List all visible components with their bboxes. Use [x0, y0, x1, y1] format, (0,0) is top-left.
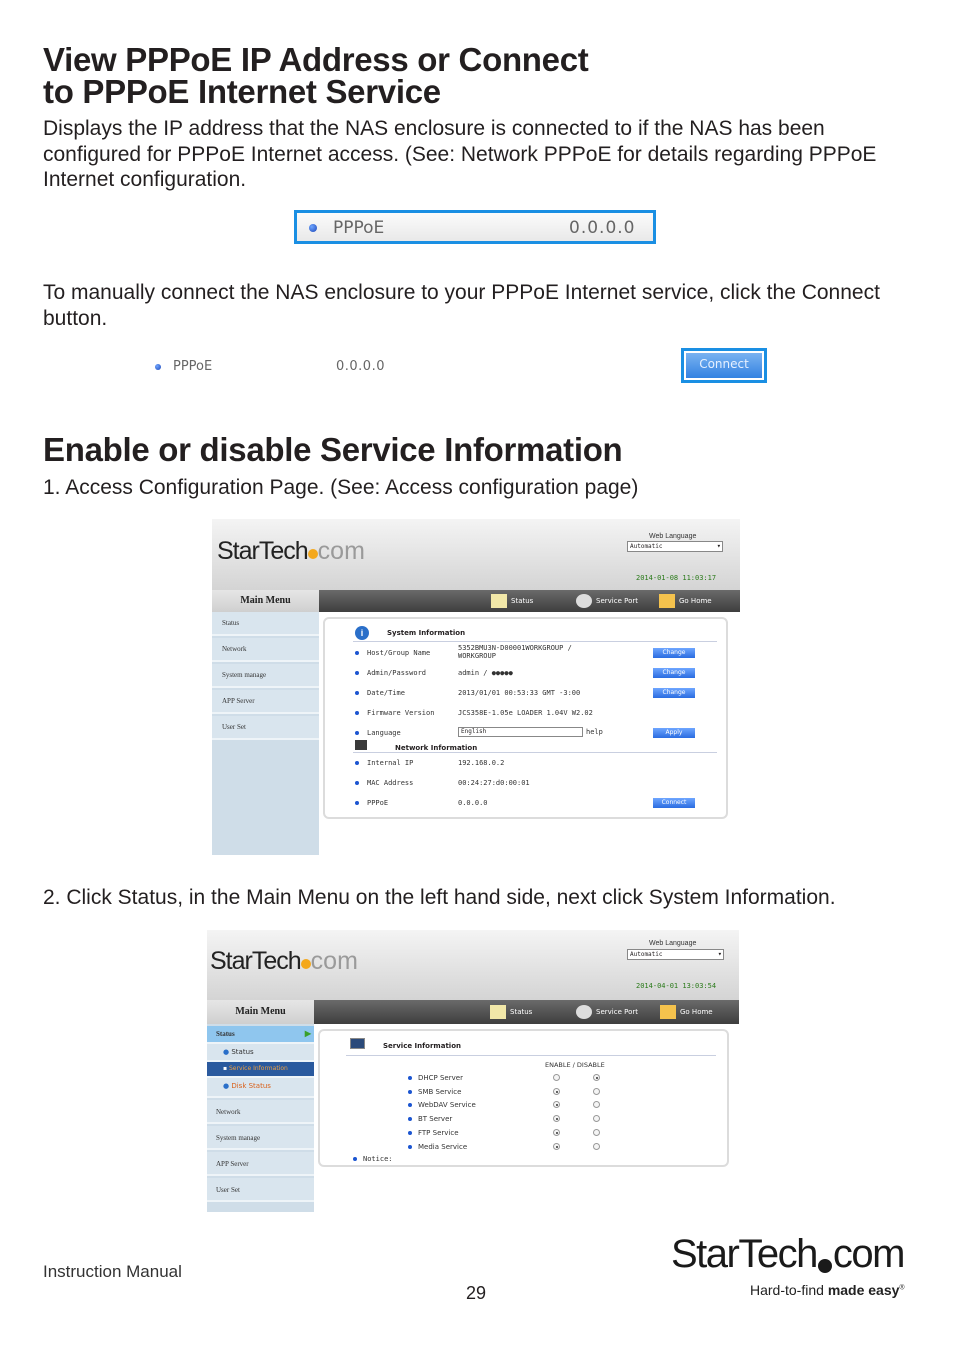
- sidebar: [207, 1024, 314, 1212]
- nav-status[interactable]: [491, 594, 533, 608]
- enable-bt-radio[interactable]: [553, 1115, 560, 1122]
- row-value: 00:24:27:d0:00:01: [458, 779, 530, 787]
- pppoe-status-figure: [294, 210, 656, 244]
- nav-label: Go Home: [679, 597, 712, 605]
- step-1: 1. Access Configuration Page. (See: Access configuration page): [43, 476, 639, 499]
- enable-disable-header: ENABLE / DISABLE: [545, 1061, 605, 1069]
- bullet-icon: [355, 731, 359, 735]
- section-title-service-info: Enable or disable Service Information: [43, 431, 623, 468]
- bullet-icon: [355, 761, 359, 765]
- bullet-icon: [309, 224, 317, 232]
- bullet-icon: [408, 1145, 412, 1149]
- brand-wordmark: [671, 1232, 905, 1276]
- row-value: 192.168.0.2: [458, 759, 505, 767]
- web-language-select[interactable]: [627, 949, 724, 960]
- row-value: 2013/01/01 00:53:33 GMT -3:00: [458, 689, 581, 697]
- system-info-panel: [323, 617, 728, 819]
- nav-service-port[interactable]: [576, 594, 638, 608]
- nav-label: Service Port: [596, 1008, 638, 1016]
- web-language-label: Web Language: [649, 533, 697, 540]
- sub-item-disk-status[interactable]: [207, 1078, 314, 1098]
- service-name: FTP Service: [418, 1129, 459, 1137]
- monitor-icon: ▪: [223, 1065, 228, 1072]
- disable-dhcp-radio[interactable]: [593, 1074, 600, 1081]
- notepad-icon: [490, 1005, 506, 1019]
- chevron-down-icon: ▾: [716, 542, 721, 550]
- service-info-panel: [318, 1029, 729, 1167]
- service-name: BT Server: [418, 1115, 453, 1123]
- connect-button[interactable]: Connect: [681, 348, 767, 383]
- tagline-normal: Hard-to-find: [750, 1282, 828, 1298]
- row-label: MAC Address: [367, 779, 414, 787]
- step-2: 2. Click Status, in the Main Menu on the left hand side, next click System Information.: [43, 886, 836, 909]
- disable-bt-radio[interactable]: [593, 1115, 600, 1122]
- service-name: Media Service: [418, 1143, 468, 1151]
- row-label: Date/Time: [367, 689, 405, 697]
- brand-dot: [818, 1259, 832, 1273]
- apply-language-button[interactable]: Apply: [653, 728, 695, 738]
- page-number: 29: [466, 1283, 487, 1303]
- notice-label: Notice:: [363, 1155, 393, 1163]
- arrow-right-icon: ▶: [304, 1029, 311, 1038]
- logo-text: StarTech: [210, 947, 301, 975]
- row-label: PPPoE: [367, 799, 389, 807]
- nav-label: Go Home: [680, 1008, 713, 1016]
- service-name: SMB Service: [418, 1088, 462, 1096]
- startech-logo: [210, 947, 358, 976]
- web-language-value: Automatic: [630, 951, 663, 958]
- sidebar-item-user-set[interactable]: User Set: [212, 716, 319, 740]
- row-value: 5352BMU3N-D00001WORKGROUP /: [458, 644, 572, 652]
- service-name: DHCP Server: [418, 1074, 463, 1082]
- change-datetime-button[interactable]: Change: [653, 688, 695, 698]
- sub-item-label: Disk Status: [231, 1082, 271, 1090]
- nav-go-home[interactable]: [659, 594, 712, 608]
- startech-brand-logo: [671, 1232, 905, 1298]
- nav-label: Status: [511, 597, 534, 605]
- header-bar: [212, 519, 740, 590]
- enable-media-radio[interactable]: [553, 1143, 560, 1150]
- datetime: 2014-01-08 11:03:17: [636, 574, 717, 582]
- web-language-value: Automatic: [630, 543, 663, 550]
- service-name: WebDAV Service: [418, 1101, 476, 1109]
- connect-instructions: To manually connect the NAS enclosure to your PPPoE Internet service, click the Connect button.: [43, 281, 880, 330]
- pppoe-label: PPPoE: [173, 359, 213, 374]
- bullet-icon: [155, 364, 161, 370]
- nav-service-port[interactable]: [576, 1005, 638, 1019]
- nav-status[interactable]: [490, 1005, 532, 1019]
- bullet-icon: [355, 711, 359, 715]
- home-icon: [660, 1005, 676, 1019]
- logo-com: com: [317, 537, 365, 565]
- row-value: 0.0.0.0: [458, 799, 488, 807]
- monitor-icon: [350, 1038, 365, 1049]
- row-label: Language: [367, 729, 401, 737]
- service-info-heading: Service Information: [383, 1042, 461, 1050]
- header-bar: [207, 930, 739, 1000]
- brand-main: StarTech: [671, 1232, 817, 1276]
- check-icon: ●: [223, 1082, 230, 1090]
- info-icon: i: [355, 626, 369, 640]
- section-title-pppoe-line1: View PPPoE IP Address or Connect: [43, 41, 589, 78]
- pppoe-value: 0.0.0.0: [569, 218, 636, 238]
- sidebar-item-label: Status: [216, 1030, 235, 1038]
- web-language-select[interactable]: [627, 541, 723, 552]
- gear-icon: [576, 594, 592, 608]
- enable-dhcp-radio[interactable]: [553, 1074, 560, 1081]
- nav-label: Status: [510, 1008, 533, 1016]
- web-language-label: Web Language: [649, 940, 697, 947]
- service-info-screenshot: [207, 930, 739, 1212]
- main-menu-title: Main Menu: [207, 1000, 314, 1024]
- sidebar-item-network[interactable]: Network: [212, 638, 319, 662]
- system-info-heading: System Information: [387, 629, 466, 637]
- sidebar-item-system-manage[interactable]: System manage: [207, 1126, 314, 1150]
- bullet-icon: [408, 1090, 412, 1094]
- sub-item-label: Service Information: [229, 1065, 288, 1072]
- sidebar-item-system-manage[interactable]: System manage: [212, 664, 319, 688]
- section-title-pppoe-line2: to PPPoE Internet Service: [43, 73, 441, 110]
- disable-smb-radio[interactable]: [593, 1088, 600, 1095]
- sidebar-item-network[interactable]: Network: [207, 1100, 314, 1124]
- disable-media-radio[interactable]: [593, 1143, 600, 1150]
- chevron-down-icon: ▾: [717, 950, 722, 958]
- enable-webdav-radio[interactable]: [553, 1101, 560, 1108]
- row-label: Admin/Password: [367, 669, 427, 677]
- row-label: Internal IP: [367, 759, 414, 767]
- bullet-icon: [355, 801, 359, 805]
- network-info-heading: Network Information: [395, 744, 478, 752]
- pppoe-connect-figure: [150, 356, 390, 378]
- footer-manual-label: Instruction Manual: [43, 1262, 182, 1281]
- sidebar: [212, 612, 319, 855]
- divider: [353, 752, 717, 753]
- network-icon: [355, 740, 367, 750]
- language-value: English: [461, 728, 487, 735]
- help-link[interactable]: help: [586, 728, 603, 736]
- registered-mark: ®: [899, 1284, 905, 1292]
- notepad-icon: [491, 594, 507, 608]
- nav-go-home[interactable]: [660, 1005, 713, 1019]
- bullet-icon: [408, 1103, 412, 1107]
- bullet-icon: [355, 691, 359, 695]
- sub-item-label: Status: [231, 1048, 254, 1056]
- bullet-icon: [355, 781, 359, 785]
- sub-item-status[interactable]: [207, 1044, 314, 1062]
- pppoe-value: 0.0.0.0: [336, 359, 385, 374]
- logo-dot: [301, 959, 311, 969]
- sidebar-item-status[interactable]: [207, 1026, 314, 1044]
- brand-tagline: [750, 1282, 905, 1298]
- home-icon: [659, 594, 675, 608]
- config-page-screenshot: [212, 519, 740, 855]
- bullet-icon: [408, 1131, 412, 1135]
- gear-icon: [576, 1005, 592, 1019]
- sidebar-item-app-server[interactable]: APP Server: [207, 1152, 314, 1176]
- brand-com: com: [832, 1232, 904, 1276]
- pppoe-connect-button[interactable]: Connect: [653, 798, 695, 808]
- change-hostname-button[interactable]: Change: [653, 648, 695, 658]
- nav-label: Service Port: [596, 597, 638, 605]
- row-value: WORKGROUP: [458, 652, 496, 660]
- disable-ftp-radio[interactable]: [593, 1129, 600, 1136]
- pppoe-description: Displays the IP address that the NAS enclosure is connected to if the NAS has been configured for PPPoE Internet access. (See: Network PPPoE for details regarding PPPoE Internet configuration.: [43, 117, 877, 191]
- row-value: admin / ●●●●●: [458, 669, 513, 677]
- check-icon: ●: [223, 1048, 230, 1056]
- pppoe-label: PPPoE: [333, 218, 385, 238]
- sidebar-item-status[interactable]: Status: [212, 612, 319, 636]
- bullet-icon: [355, 671, 359, 675]
- row-value: JCS358E-1.05e LOADER 1.04V W2.02: [458, 709, 593, 717]
- sidebar-item-app-server[interactable]: APP Server: [212, 690, 319, 714]
- divider: [346, 1055, 716, 1056]
- bullet-icon: [355, 651, 359, 655]
- sub-item-service-information[interactable]: [207, 1062, 314, 1078]
- top-nav: [314, 1000, 739, 1024]
- change-password-button[interactable]: Change: [653, 668, 695, 678]
- datetime: 2014-04-01 13:03:54: [636, 982, 717, 990]
- startech-logo: [217, 537, 365, 566]
- tagline-bold: made easy: [827, 1282, 900, 1298]
- bullet-icon: [408, 1117, 412, 1121]
- language-select[interactable]: [458, 727, 583, 737]
- bullet-icon: [408, 1076, 412, 1080]
- row-label: Firmware Version: [367, 709, 435, 717]
- logo-dot: [308, 549, 318, 559]
- logo-text: StarTech: [217, 537, 308, 565]
- disable-webdav-radio[interactable]: [593, 1101, 600, 1108]
- logo-com: com: [310, 947, 358, 975]
- divider: [353, 641, 717, 642]
- row-label: Host/Group Name: [367, 649, 431, 657]
- enable-smb-radio[interactable]: [553, 1088, 560, 1095]
- top-nav: [319, 590, 740, 612]
- bullet-icon: [353, 1157, 357, 1161]
- enable-ftp-radio[interactable]: [553, 1129, 560, 1136]
- main-menu-title: Main Menu: [212, 590, 319, 612]
- sidebar-item-user-set[interactable]: User Set: [207, 1178, 314, 1202]
